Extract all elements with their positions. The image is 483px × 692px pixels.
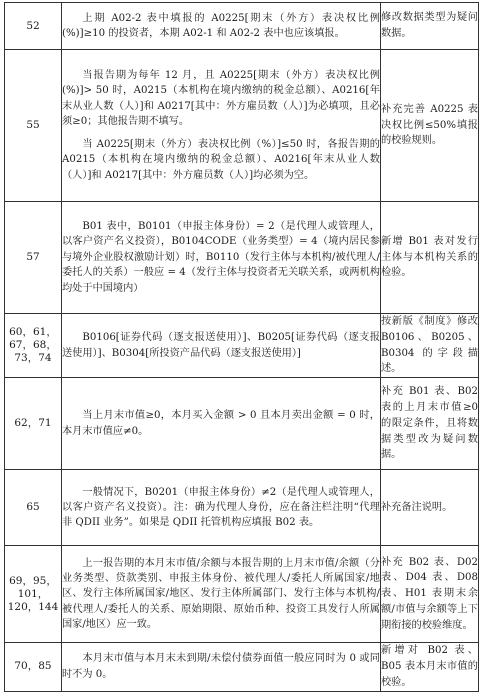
rule-content-cell — [62, 314, 381, 378]
change-note-cell — [381, 546, 479, 643]
rule-text: B01 表中，B0101（申报主体身份）= 2（是代理人或管理人，以客户资产名义投资），B0104CODE（业务类型）= 4（境内居民参与境外企业股权激励计划）时，B0110（发行主体与本机构/被代理人/委托人的关系）一般应 = 4（发行主体与投资者无关联关系，或两机构均处于中国境内） — [62, 220, 380, 294]
rule-number-cell — [5, 202, 62, 314]
rule-text: 本月末市值与本月末未到期/未偿付债券面值一般应同时为 0 或同时不为 0。 — [62, 653, 380, 680]
rule-text: 一般情况下，B0201（申报主体身份）≠2（是代理人或管理人，以客户资产名义投资）。注：确为代理人身份，应在备注栏注明“代理 非 QDII 业务”。如果是 QDII 托管机构应填报 B02 表。 — [62, 486, 380, 529]
rule-text: B0106[证券代码（逐支报送使用）]、B0205[证券代码（逐支报送使用）]、B0304[所投资产品代码（逐支报送使用）] — [62, 332, 380, 359]
table-row — [5, 643, 479, 691]
regulation-change-table — [4, 2, 479, 692]
table-row — [5, 546, 479, 643]
rule-number: 65 — [26, 501, 40, 514]
rule-number-cell — [5, 546, 62, 643]
change-note: 按新版《制度》修改 B0106、B0205、B0304 的字段描述。 — [381, 316, 478, 375]
change-note-cell — [381, 3, 479, 50]
rule-text: 上期 A02-2 表中填报的 A0225[期末（外方）表决权比例(%)]≥10 的投资者，本期 A02-1 和 A02-2 表中也应该填报。 — [62, 12, 380, 39]
rule-content-cell — [62, 470, 381, 546]
change-note: 补充备注说明。 — [381, 501, 453, 513]
rule-number-cell — [5, 50, 62, 202]
rule-content-cell — [62, 378, 381, 470]
change-note: 补充 B02 表、D02 表、D04 表、D08 表、H01 表期末余额/市值与余额等上下期衔接的校验维度。 — [381, 556, 478, 631]
rule-number-cell — [5, 470, 62, 546]
rule-number: 57 — [26, 251, 40, 263]
table-row — [5, 50, 479, 202]
rule-content-cell — [62, 546, 381, 643]
rule-text: 上一报告期的本月末市值/余额与本报告期的上月末市值/余额（分业务类型、贷款类别、申报主体身份、被代理人/委托人所属国家/地区、发行主体所属国家/地区、发行主体所属部门、发行主体与本机构/被代理人/委托人的关系、原始期限、原始币种、投资工具发行人所属国家/地区）应一致。 — [62, 557, 380, 631]
table-row — [5, 202, 479, 314]
rule-number-cell — [5, 378, 62, 470]
table-row — [5, 470, 479, 546]
change-note: 补充 B01 表、B02 表的上月末市值≥0 的限定条件，且将数据类型改为疑问数据。 — [381, 386, 478, 461]
rule-content-cell — [62, 643, 381, 691]
change-note-cell — [381, 643, 479, 691]
change-note: 补充完善 A0225 表决权比例≤50%填报的校验规则。 — [381, 103, 478, 147]
rule-number: 52 — [26, 19, 40, 32]
rule-content-cell — [62, 3, 381, 50]
rule-number-cell — [5, 643, 62, 691]
change-note-cell — [381, 470, 479, 546]
change-note: 新增对 B02 表、B05 表本月末市值的校验。 — [381, 645, 478, 688]
change-note-cell — [381, 378, 479, 470]
table-row — [5, 3, 479, 50]
rule-content-cell — [62, 50, 381, 202]
rule-number: 62，71 — [14, 417, 52, 430]
change-note-cell — [381, 202, 479, 314]
rule-text: 当 A0225[期末（外方）表决权比例（%）]≤50 时，各报告期的 A0215（本机构在境内缴纳的税金总额）、A0216[年末从业人数（人）]和 A0217[其中：外方雇员数（人）]均必须为空。 — [62, 138, 380, 181]
rule-number: 69，95，101，120，144 — [7, 574, 59, 613]
change-note: 修改数据类型为疑问数据。 — [381, 12, 478, 39]
rule-text: 当报告期为每年 12 月，且 A0225[期末（外方）表决权比例(%)]> 50 时，A0215（本机构在境内缴纳的税金总额）、A0216[年末从业人数（人）]和 A0217[其中：外方雇员数（人）]为必填项，且必须≥0；其他报告期不填写。 — [62, 70, 380, 128]
change-note-cell — [381, 314, 479, 378]
change-note-cell — [381, 50, 479, 202]
table-row — [5, 314, 479, 378]
change-note: 新增 B01 表对发行主体与本机构关系的检验。 — [381, 235, 478, 279]
rule-number-cell — [5, 314, 62, 378]
rule-number: 55 — [26, 119, 40, 131]
table-row — [5, 378, 479, 470]
rule-number: 60，61，67，68，73，74 — [9, 326, 57, 365]
rule-text: 当上月末市值≥0，本月买入金额 > 0 且本月卖出金额 = 0 时，本月末市值应≠0。 — [62, 410, 380, 437]
rule-number-cell — [5, 3, 62, 50]
rule-content-cell — [62, 202, 381, 314]
rule-number: 70，85 — [14, 660, 52, 673]
